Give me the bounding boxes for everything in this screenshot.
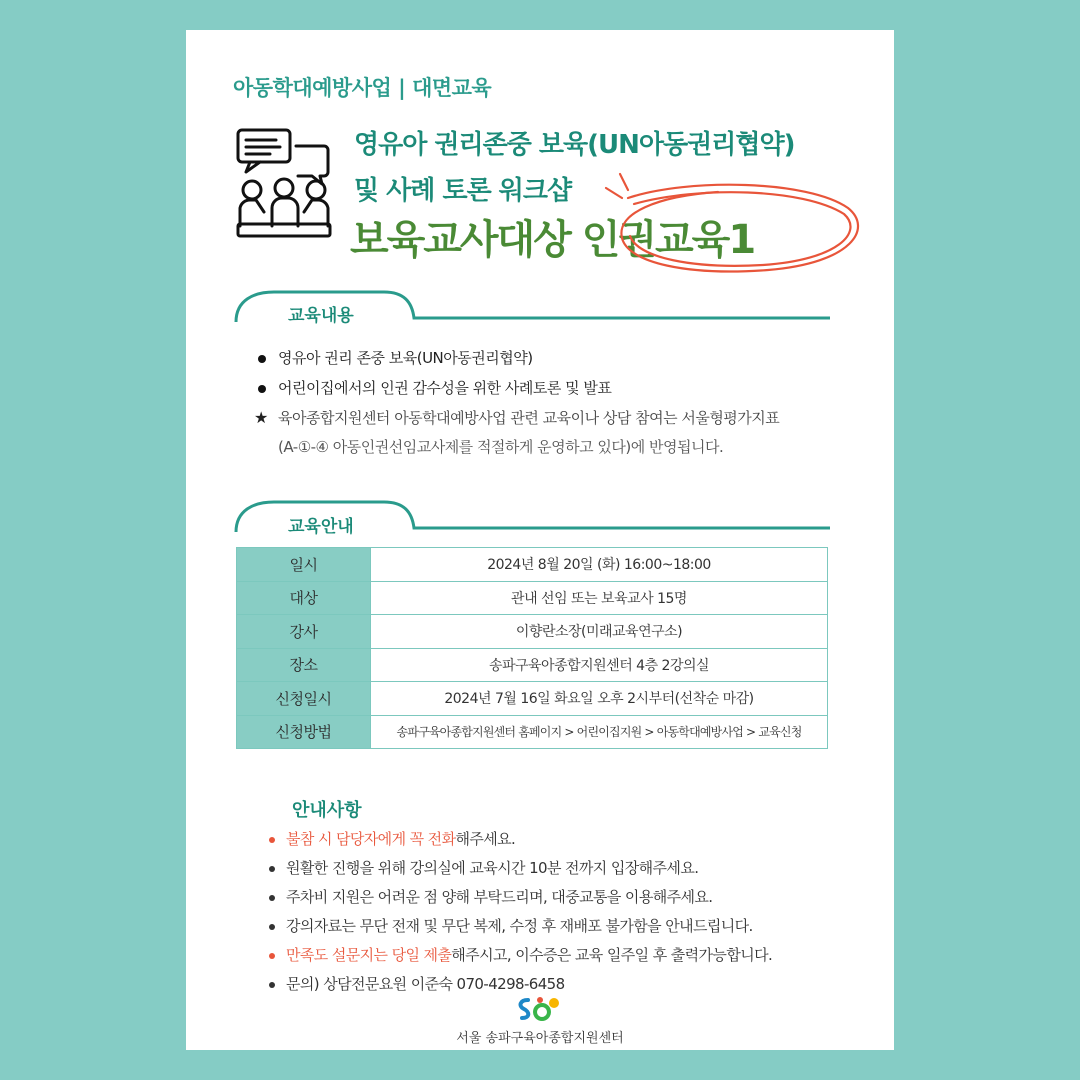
list-item: 영유아 권리 존중 보육(UN아동권리협약)	[256, 343, 856, 373]
table-row	[237, 615, 828, 649]
table-value: 2024년 8월 20일 (화) 16:00~18:00	[371, 548, 828, 582]
table-key: 일시	[237, 548, 371, 582]
table-value: 송파구육아종합지원센터 4층 2강의실	[371, 648, 828, 682]
list-item: 원활한 진행을 위해 강의실에 교육시간 10분 전까지 입장해주세요.	[268, 854, 848, 883]
bullet-dot-icon	[269, 866, 275, 872]
table-row	[237, 581, 828, 615]
org-name: 서울 송파구육아종합지원센터	[456, 1031, 624, 1046]
list-item: 문의) 상담전문요원 이준숙 070-4298-6458	[268, 970, 848, 999]
list-item: 주차비 지원은 어려운 점 양해 부탁드리며, 대중교통을 이용해주세요.	[268, 883, 848, 912]
discussion-people-icon	[236, 128, 332, 240]
table-row	[237, 715, 828, 749]
table-key: 대상	[237, 581, 371, 615]
bullet-dot-icon	[269, 953, 275, 959]
bullet-dot-icon	[269, 924, 275, 930]
table-value: 송파구육아종합지원센터 홈페이지 > 어린이집지원 > 아동학대예방사업 > 교육신청	[371, 715, 828, 749]
list-item: 어린이집에서의 인권 감수성을 위한 사례토론 및 발표	[256, 373, 856, 403]
bullet-dot-icon	[269, 895, 275, 901]
title-line-3: 보육교사대상 인권교육1	[350, 217, 755, 263]
table-value: 관내 선임 또는 보육교사 15명	[371, 581, 828, 615]
notice-list	[268, 825, 848, 999]
table-key: 강사	[237, 615, 371, 649]
note-item: ★ 육아종합지원센터 아동학대예방사업 관련 교육이나 상담 참여는 서울형평가지표	[256, 403, 856, 433]
list-item: 강의자료는 무단 전재 및 무단 복제, 수정 후 재배포 불가함을 안내드립니다.	[268, 912, 848, 941]
section-label-content: 교육내용	[288, 306, 354, 326]
list-item: 불참 시 담당자에게 꼭 전화해주세요.	[268, 825, 848, 854]
notice-title: 안내사항	[292, 800, 362, 821]
section-label-info: 교육안내	[288, 517, 354, 537]
list-item: 만족도 설문지는 당일 제출해주시고, 이수증은 교육 일주일 후 출력가능합니다.	[268, 941, 848, 970]
note-item-continued: (A-①-④ 아동인권선임교사제를 적절하게 운영하고 있다)에 반영됩니다.	[278, 438, 724, 456]
bullet-dot-icon	[258, 355, 266, 363]
table-value: 이향란소장(미래교육연구소)	[371, 615, 828, 649]
star-icon: ★	[254, 408, 268, 427]
info-table	[236, 547, 828, 749]
table-key: 신청방법	[237, 715, 371, 749]
table-row	[237, 682, 828, 716]
kicker-text: 아동학대예방사업 | 대면교육	[233, 76, 492, 100]
bullet-dot-icon	[258, 385, 266, 393]
center-logo-icon	[514, 994, 562, 1024]
highlight-circle-mark	[598, 168, 868, 278]
flyer-page	[186, 30, 894, 1050]
table-key: 신청일시	[237, 682, 371, 716]
table-value: 2024년 7월 16일 화요일 오후 2시부터(선착순 마감)	[371, 682, 828, 716]
table-key: 장소	[237, 648, 371, 682]
table-row	[237, 548, 828, 582]
table-row	[237, 648, 828, 682]
bullet-dot-icon	[269, 982, 275, 988]
title-line-2: 및 사례 토론 워크샵	[354, 176, 572, 206]
title-line-1: 영유아 권리존중 보육(UN아동권리협약)	[354, 130, 795, 160]
content-list	[256, 343, 856, 461]
bullet-dot-icon	[269, 837, 275, 843]
